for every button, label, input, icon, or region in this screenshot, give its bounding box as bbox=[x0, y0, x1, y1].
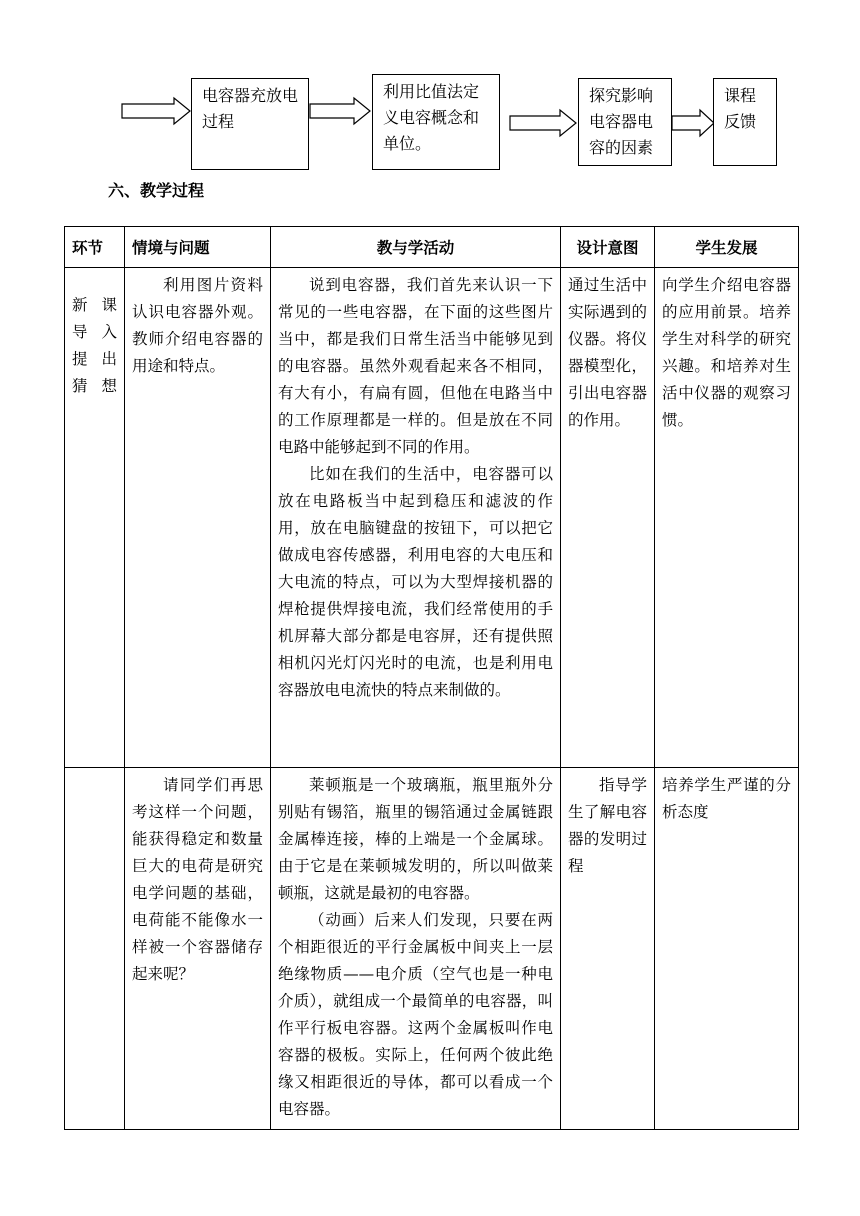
flow-arrow-4 bbox=[672, 110, 716, 136]
flow-box-influencing-factors: 探究影响电容器电容的因素 bbox=[578, 78, 672, 166]
cell-activity: 说到电容器，我们首先来认识一下常见的一些电容器，在下面的这些图片当中，都是我们日常生活当中能够见到的电容器。虽然外观看起来各不相同，有大有小，有扁有圆，但他在电路当中的工作原理都是一样的。但是放在不同电路中能够起到不同的作用。 比如在我们的生活中，电容器可以放在电路板当中起到稳压和滤波的作用，放在电脑键盘的按钮下，可以把它做成电容传感器，利用电容的大电压和大电流的特点，可以为大型焊接机器的焊枪提供焊接电流，我们经常使用的手机屏幕大部分都是电容屏，还有提供照相机闪光灯闪光时的电流，也是利用电容器放电电流快的特点来制做的。 bbox=[271, 268, 561, 768]
flow-arrow-2 bbox=[310, 98, 372, 124]
cell-stage bbox=[65, 768, 125, 1130]
cell-development: 向学生介绍电容器的应用前景。培养学生对科学的研究兴趣。和培养对生活中仪器的观察习惯。 bbox=[655, 268, 799, 768]
cell-development: 培养学生严谨的分析态度 bbox=[655, 768, 799, 1130]
cell-intent: 通过生活中实际遇到的仪器。将仪器模型化，引出电容器的作用。 bbox=[561, 268, 655, 768]
flow-box-charge-discharge: 电容器充放电过程 bbox=[191, 78, 309, 170]
flow-box-feedback: 课程反馈 bbox=[713, 78, 777, 166]
header-situation: 情境与问题 bbox=[125, 227, 271, 268]
flow-box-capacitance-definition: 利用比值法定义电容概念和单位。 bbox=[372, 74, 500, 170]
header-development: 学生发展 bbox=[655, 227, 799, 268]
cell-situation: 请同学们再思考这样一个问题，能获得稳定和数量巨大的电荷是研究电学问题的基础，电荷能不能像水一样被一个容器储存起来呢？ bbox=[125, 768, 271, 1130]
section-title: 六、教学过程 bbox=[108, 181, 205, 200]
cell-situation: 利用图片资料认识电容器外观。教师介绍电容器的用途和特点。 bbox=[125, 268, 271, 768]
cell-activity: 莱顿瓶是一个玻璃瓶，瓶里瓶外分别贴有锡箔，瓶里的锡箔通过金属链跟金属棒连接，棒的上端是一个金属球。由于它是在莱顿城发明的，所以叫做莱顿瓶，这就是最初的电容器。 （动画）后来人们发现，只要在两个相距很近的平行金属板中间夹上一层绝缘物质——电介质（空气也是一种电介质），就组成一个最简单的电容器，叫作平行板电容器。这两个金属板叫作电容器的极板。实际上，任何两个彼此绝缘又相距很近的导体，都可以看成一个电容器。 bbox=[271, 768, 561, 1130]
flow-arrow-1 bbox=[122, 98, 192, 124]
table-row bbox=[65, 768, 799, 1130]
cell-stage: 新课导入提出猜想 bbox=[65, 268, 125, 768]
header-stage: 环节 bbox=[65, 227, 125, 268]
header-intent: 设计意图 bbox=[561, 227, 655, 268]
teaching-process-table bbox=[64, 226, 799, 1130]
flow-arrow-3 bbox=[510, 110, 578, 136]
table-header-row bbox=[65, 227, 799, 268]
cell-intent: 指导学生了解电容器的发明过程 bbox=[561, 768, 655, 1130]
table-row bbox=[65, 268, 799, 768]
header-activity: 教与学活动 bbox=[271, 227, 561, 268]
